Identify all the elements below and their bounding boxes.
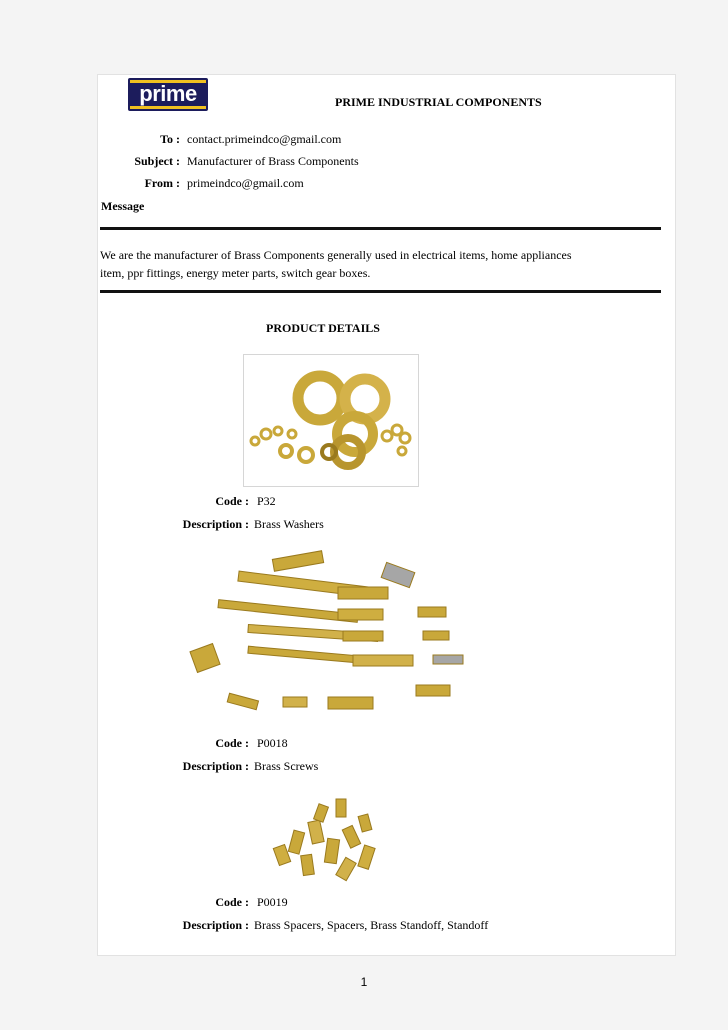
page-number: 1: [360, 975, 368, 989]
product-3-code: P0019: [257, 895, 288, 909]
from-value: primeindco@gmail.com: [187, 176, 304, 190]
prime-logo: prime: [128, 78, 208, 111]
product-2-description-label: Description :: [182, 759, 249, 773]
product-1-code-label: Code :: [215, 494, 249, 508]
product-3-code-label: Code :: [215, 895, 249, 909]
to-label: To :: [160, 132, 180, 146]
message-label: Message: [101, 199, 145, 213]
message-line-1: We are the manufacturer of Brass Components generally used in electrical items, home appliances: [100, 248, 572, 262]
product-1-description-label: Description :: [182, 517, 249, 531]
subject-label: Subject :: [134, 154, 180, 168]
product-2-description: Brass Screws: [254, 759, 319, 773]
brass-spacers-image: [266, 791, 390, 889]
brass-screws-image: [178, 547, 478, 727]
product-3-description-label: Description :: [182, 918, 249, 932]
divider-bottom: [100, 290, 661, 293]
company-name: PRIME INDUSTRIAL COMPONENTS: [335, 95, 542, 109]
product-details-title: PRODUCT DETAILS: [266, 321, 380, 335]
product-3-description: Brass Spacers, Spacers, Brass Standoff, Standoff: [254, 918, 489, 932]
product-2-code-label: Code :: [215, 736, 249, 750]
subject-value: Manufacturer of Brass Components: [187, 154, 359, 168]
document-page: [97, 74, 676, 956]
from-label: From :: [144, 176, 180, 190]
message-body: [100, 246, 660, 282]
brass-washers-image: [243, 354, 419, 487]
to-value: contact.primeindco@gmail.com: [187, 132, 342, 146]
product-1-code: P32: [257, 494, 276, 508]
product-1-description: Brass Washers: [254, 517, 324, 531]
product-2-code: P0018: [257, 736, 288, 750]
divider-top: [100, 227, 661, 230]
message-line-2: item, ppr fittings, energy meter parts, switch gear boxes.: [100, 266, 371, 280]
